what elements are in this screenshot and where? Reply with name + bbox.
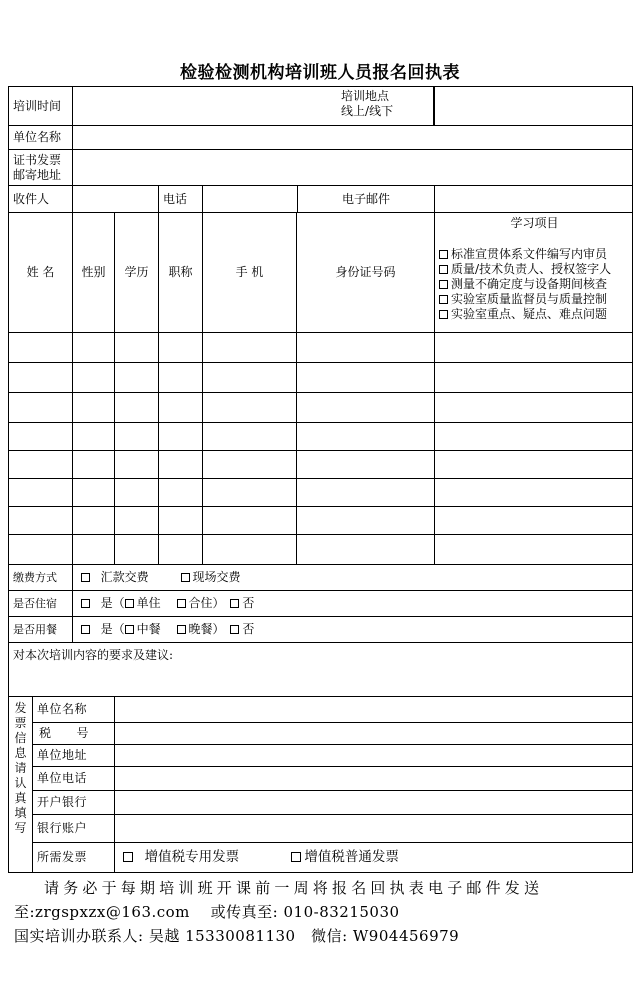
recipient-label: 收件人 xyxy=(9,186,73,213)
meals-label: 是否用餐 xyxy=(9,617,73,643)
cert-address-field[interactable] xyxy=(73,150,633,186)
participant-row[interactable] xyxy=(9,535,633,565)
courses-title: 学习项目 xyxy=(510,216,559,230)
invoice-unit-name-label: 单位名称 xyxy=(33,697,115,723)
checkbox[interactable] xyxy=(125,625,134,634)
cert-address-label xyxy=(9,150,73,186)
invoice-type-label: 所需发票 xyxy=(33,843,115,873)
invoice-side-label: 发 票 信 息 请 认 真 填 写 xyxy=(9,697,33,873)
invoice-unit-name-field[interactable] xyxy=(115,697,633,723)
phone-label: 电话 xyxy=(159,186,203,213)
registration-form-table xyxy=(8,86,633,873)
suggestions-field[interactable] xyxy=(9,643,633,697)
invoice-bank-field[interactable] xyxy=(115,791,633,815)
payment-option-remit[interactable]: 汇款交费 xyxy=(81,570,149,585)
unit-name-label: 单位名称 xyxy=(9,126,73,150)
lodging-yes[interactable]: 是（ xyxy=(81,596,125,611)
payment-option-onsite[interactable]: 现场交费 xyxy=(181,570,241,585)
meals-lunch[interactable]: 中餐 xyxy=(125,622,161,637)
course-option[interactable]: 测量不确定度与设备期间核查 xyxy=(439,277,630,292)
invoice-account-field[interactable] xyxy=(115,815,633,843)
invoice-account-label: 银行账户 xyxy=(33,815,115,843)
meals-dinner[interactable]: 晚餐） xyxy=(177,622,225,637)
course-option[interactable]: 实验室质量监督员与质量控制 xyxy=(439,292,630,307)
email-field[interactable] xyxy=(435,186,633,213)
invoice-tax-id-field[interactable] xyxy=(115,723,633,745)
checkbox[interactable] xyxy=(230,599,239,608)
checkbox[interactable] xyxy=(439,295,448,304)
lodging-shared[interactable]: 合住） xyxy=(177,596,225,611)
checkbox[interactable] xyxy=(125,599,134,608)
col-name-header: 姓 名 xyxy=(9,213,73,333)
lodging-single[interactable]: 单住 xyxy=(125,596,161,611)
checkbox[interactable] xyxy=(177,625,186,634)
phone-field[interactable] xyxy=(203,186,435,213)
checkbox[interactable] xyxy=(81,625,90,634)
invoice-phone-label: 单位电话 xyxy=(33,767,115,791)
checkbox[interactable] xyxy=(439,280,448,289)
form-title: 检验检测机构培训班人员报名回执表 xyxy=(180,63,460,83)
col-mobile-header: 手 机 xyxy=(203,213,297,333)
checkbox[interactable] xyxy=(81,573,90,582)
meals-yes[interactable]: 是（ xyxy=(81,622,125,637)
invoice-address-label: 单位地址 xyxy=(33,745,115,767)
checkbox[interactable] xyxy=(439,265,448,274)
invoice-type-options xyxy=(115,843,633,873)
footer-note xyxy=(14,876,626,948)
checkbox[interactable] xyxy=(291,852,301,862)
invoice-bank-label: 开户银行 xyxy=(33,791,115,815)
unit-name-field[interactable] xyxy=(73,126,633,150)
training-location-field[interactable] xyxy=(341,87,633,126)
checkbox[interactable] xyxy=(439,250,448,259)
course-option[interactable]: 实验室重点、疑点、难点问题 xyxy=(439,307,630,322)
col-gender-header: 性别 xyxy=(73,213,115,333)
payment-options xyxy=(73,565,633,591)
course-option[interactable]: 质量/技术负责人、授权签字人 xyxy=(439,262,630,277)
checkbox[interactable] xyxy=(123,852,133,862)
participant-row[interactable] xyxy=(9,393,633,423)
training-location-mode: 线上/线下 xyxy=(341,104,394,118)
invoice-phone-field[interactable] xyxy=(115,767,633,791)
email-label: 电子邮件 xyxy=(342,191,391,206)
payment-label: 缴费方式 xyxy=(9,565,73,591)
checkbox[interactable] xyxy=(439,310,448,319)
participant-row[interactable] xyxy=(9,333,633,363)
suggestions-label: 对本次培训内容的要求及建议: xyxy=(13,648,174,662)
training-location-label-cell xyxy=(337,87,434,125)
lodging-options xyxy=(73,591,633,617)
checkbox[interactable] xyxy=(177,599,186,608)
participant-row[interactable] xyxy=(9,363,633,393)
invoice-type-special[interactable]: 增值税专用发票 xyxy=(123,850,239,865)
col-courses-header xyxy=(435,213,633,333)
meals-options xyxy=(73,617,633,643)
footer-line-2: 至:zrgspxzx@163.com 或传真至: 010-83215030 xyxy=(14,903,400,921)
lodging-label: 是否住宿 xyxy=(9,591,73,617)
checkbox[interactable] xyxy=(181,573,190,582)
training-location-label: 培训地点 xyxy=(341,89,390,103)
checkbox[interactable] xyxy=(81,599,90,608)
col-title-header: 职称 xyxy=(159,213,203,333)
cert-address-label-line1: 证书发票 xyxy=(13,152,62,167)
participant-row[interactable] xyxy=(9,479,633,507)
cert-address-label-line2: 邮寄地址 xyxy=(13,167,62,182)
footer-line-1: 请务必于每期培训班开课前一周将报名回执表电子邮件发送 xyxy=(44,879,544,897)
invoice-type-general[interactable]: 增值税普通发票 xyxy=(291,850,399,865)
participant-row[interactable] xyxy=(9,423,633,451)
participant-row[interactable] xyxy=(9,507,633,535)
training-time-label: 培训时间 xyxy=(9,87,73,126)
lodging-no[interactable]: 否 xyxy=(230,596,254,611)
col-id-header: 身份证号码 xyxy=(297,213,435,333)
participant-row[interactable] xyxy=(9,451,633,479)
footer-line-3: 国实培训办联系人: 吴越 15330081130 微信: W904456979 xyxy=(14,927,460,945)
invoice-address-field[interactable] xyxy=(115,745,633,767)
meals-no[interactable]: 否 xyxy=(230,622,254,637)
recipient-field[interactable] xyxy=(73,186,159,213)
invoice-tax-id-label: 税 号 xyxy=(33,723,115,745)
col-education-header: 学历 xyxy=(115,213,159,333)
checkbox[interactable] xyxy=(230,625,239,634)
course-option[interactable]: 标准宣贯体系文件编写内审员 xyxy=(439,247,630,262)
